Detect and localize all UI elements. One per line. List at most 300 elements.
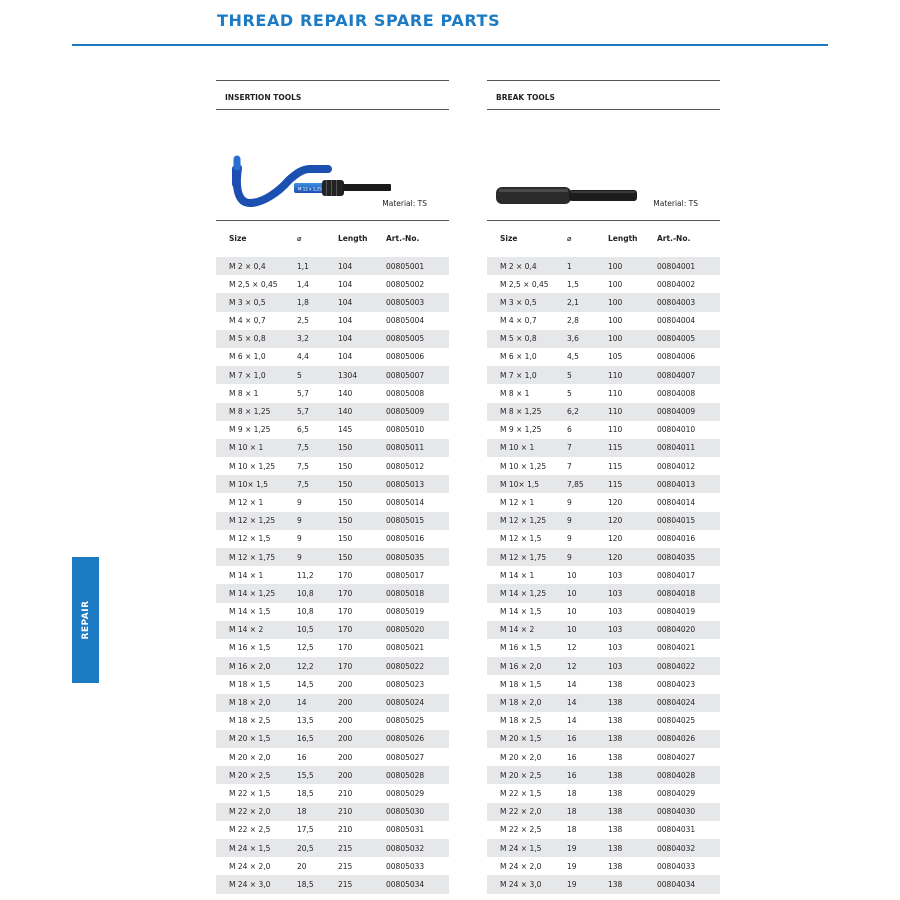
cell-diameter: 10,8: [297, 607, 314, 617]
cell-art-no: 00805035: [386, 552, 425, 562]
material-label: Material: TS: [653, 199, 698, 208]
cell-size: M 18 × 1,5: [229, 679, 271, 689]
tool-marking: M 12 x 1,25: [298, 186, 322, 192]
cell-art-no: 00804030: [657, 807, 696, 817]
cell-art-no: 00804032: [657, 843, 696, 853]
cell-diameter: 3,6: [567, 334, 579, 344]
cell-art-no: 00805007: [386, 370, 425, 380]
cell-art-no: 00804034: [657, 879, 696, 889]
cell-length: 210: [338, 788, 353, 798]
cell-diameter: 19: [567, 879, 577, 889]
cell-size: M 12 × 1: [500, 497, 535, 507]
cell-diameter: 14: [567, 698, 577, 707]
table-row: [487, 530, 720, 548]
cell-size: M 12 × 1,5: [229, 534, 271, 544]
table-row: [216, 730, 449, 748]
cell-length: 103: [608, 607, 623, 617]
cell-size: M 4 × 0,7: [229, 316, 266, 326]
cell-size: M 10 × 1,25: [229, 461, 276, 471]
cell-art-no: 00805008: [386, 388, 425, 398]
cell-size: M 2,5 × 0,45: [229, 279, 278, 289]
table-row: [487, 857, 720, 875]
cell-diameter: 20: [297, 861, 307, 871]
table-row: [216, 293, 449, 311]
cell-diameter: 18: [567, 788, 577, 798]
cell-length: 105: [608, 352, 623, 362]
cell-art-no: 00804002: [657, 279, 696, 289]
cell-size: M 18 × 2,5: [229, 716, 271, 726]
cell-diameter: 9: [297, 497, 302, 507]
cell-art-no: 00804005: [657, 334, 696, 344]
cell-art-no: 00804012: [657, 461, 696, 471]
side-tab-repair: [72, 557, 99, 683]
header-length: Length: [338, 234, 368, 243]
cell-art-no: 00804009: [657, 407, 696, 416]
cell-length: 100: [608, 316, 623, 326]
cell-size: M 16 × 2,0: [229, 661, 271, 671]
break-table: [487, 257, 720, 894]
cell-art-no: 00805009: [386, 407, 425, 416]
cell-length: 200: [338, 698, 353, 707]
cell-diameter: 18: [567, 807, 577, 817]
cell-size: M 10 × 1: [229, 443, 264, 453]
table-row: [487, 548, 720, 566]
cell-diameter: 5,7: [297, 407, 309, 416]
cell-length: 200: [338, 752, 353, 762]
cell-diameter: 9: [567, 552, 572, 562]
cell-size: M 14 × 1: [229, 570, 264, 580]
cell-diameter: 5,7: [297, 388, 309, 398]
cell-diameter: 9: [297, 552, 302, 562]
cell-length: 138: [608, 879, 623, 889]
table-row: [487, 403, 720, 421]
cell-art-no: 00805032: [386, 843, 425, 853]
table-row: [216, 493, 449, 511]
cell-size: M 10× 1,5: [500, 479, 539, 489]
cell-length: 170: [338, 625, 353, 635]
cell-length: 103: [608, 588, 623, 598]
cell-diameter: 1: [567, 261, 572, 271]
cell-size: M 14 × 2: [500, 625, 535, 635]
cell-length: 103: [608, 625, 623, 635]
insertion-tools-section: [216, 80, 449, 894]
cell-art-no: 00804013: [657, 479, 696, 489]
cell-size: M 2 × 0,4: [500, 261, 537, 271]
cell-art-no: 00804020: [657, 625, 696, 635]
cell-art-no: 00805018: [386, 588, 425, 598]
table-row: [216, 475, 449, 493]
cell-diameter: 9: [297, 516, 302, 526]
cell-size: M 12 × 1,75: [229, 552, 276, 562]
cell-diameter: 3,2: [297, 334, 309, 344]
cell-size: M 24 × 2,0: [229, 861, 271, 871]
cell-size: M 20 × 2,5: [500, 770, 542, 780]
cell-size: M 12 × 1: [229, 497, 264, 507]
cell-diameter: 18,5: [297, 879, 314, 889]
cell-diameter: 12,2: [297, 661, 314, 671]
cell-size: M 24 × 1,5: [229, 843, 271, 853]
cell-art-no: 00804028: [657, 770, 696, 780]
cell-length: 210: [338, 825, 353, 835]
table-row: [487, 457, 720, 475]
cell-length: 138: [608, 752, 623, 762]
cell-length: 150: [338, 497, 353, 507]
cell-length: 115: [608, 443, 623, 453]
cell-size: M 18 × 2,0: [500, 698, 542, 707]
table-row: [216, 821, 449, 839]
cell-art-no: 00804015: [657, 516, 696, 526]
table-row: [216, 403, 449, 421]
table-row: [216, 766, 449, 784]
table-row: [487, 839, 720, 857]
table-row: [487, 748, 720, 766]
cell-diameter: 6,2: [567, 407, 579, 416]
cell-size: M 6 × 1,0: [229, 352, 266, 362]
cell-art-no: 00804033: [657, 861, 696, 871]
cell-diameter: 19: [567, 843, 577, 853]
cell-size: M 20 × 1,5: [229, 734, 271, 744]
table-row: [487, 675, 720, 693]
cell-art-no: 00805034: [386, 879, 425, 889]
cell-diameter: 10: [567, 607, 577, 617]
cell-size: M 24 × 1,5: [500, 843, 542, 853]
table-row: [487, 566, 720, 584]
cell-art-no: 00804017: [657, 570, 696, 580]
break-tools-section: [487, 80, 720, 894]
header-length: Length: [608, 234, 638, 243]
cell-art-no: 00805014: [386, 497, 425, 507]
cell-art-no: 00804010: [657, 425, 696, 435]
cell-length: 1304: [338, 370, 358, 380]
table-row: [487, 712, 720, 730]
cell-diameter: 6: [567, 425, 572, 435]
cell-length: 115: [608, 461, 623, 471]
cell-size: M 8 × 1,25: [500, 407, 542, 416]
cell-diameter: 6,5: [297, 425, 309, 435]
section-title: BREAK TOOLS: [496, 93, 555, 102]
table-row: [216, 784, 449, 802]
cell-art-no: 00804024: [657, 698, 696, 707]
cell-diameter: 17,5: [297, 825, 314, 835]
section-header: [487, 80, 720, 110]
cell-length: 138: [608, 698, 623, 707]
cell-length: 140: [338, 407, 353, 416]
cell-length: 150: [338, 552, 353, 562]
table-row: [487, 694, 720, 712]
table-row: [216, 875, 449, 893]
table-row: [487, 348, 720, 366]
table-header: [216, 221, 449, 257]
cell-size: M 22 × 2,5: [500, 825, 542, 835]
table-row: [487, 275, 720, 293]
cell-diameter: 7,5: [297, 479, 309, 489]
section-header: [216, 80, 449, 110]
table-row: [487, 784, 720, 802]
cell-length: 150: [338, 461, 353, 471]
cell-size: M 18 × 2,0: [229, 698, 271, 707]
cell-diameter: 10,5: [297, 625, 314, 635]
cell-length: 120: [608, 534, 623, 544]
cell-diameter: 2,8: [567, 316, 579, 326]
cell-art-no: 00804001: [657, 261, 696, 271]
cell-length: 215: [338, 843, 353, 853]
cell-length: 104: [338, 261, 353, 271]
cell-length: 104: [338, 334, 353, 344]
cell-art-no: 00805016: [386, 534, 425, 544]
cell-size: M 12 × 1,5: [500, 534, 542, 544]
cell-diameter: 16: [297, 752, 307, 762]
cell-size: M 18 × 2,5: [500, 716, 542, 726]
cell-diameter: 9: [567, 534, 572, 544]
table-row: [216, 621, 449, 639]
cell-art-no: 00805029: [386, 788, 425, 798]
cell-length: 200: [338, 734, 353, 744]
cell-length: 104: [338, 316, 353, 326]
cell-length: 138: [608, 734, 623, 744]
cell-art-no: 00804025: [657, 716, 696, 726]
table-row: [487, 493, 720, 511]
cell-art-no: 00804035: [657, 552, 696, 562]
cell-art-no: 00805021: [386, 643, 425, 653]
table-row: [487, 766, 720, 784]
cell-length: 140: [338, 388, 353, 398]
cell-diameter: 18,5: [297, 788, 314, 798]
table-row: [216, 857, 449, 875]
cell-size: M 9 × 1,25: [500, 425, 542, 435]
cell-art-no: 00805011: [386, 443, 425, 453]
cell-diameter: 9: [297, 534, 302, 544]
table-row: [487, 621, 720, 639]
cell-size: M 6 × 1,0: [500, 352, 537, 362]
cell-size: M 14 × 2: [229, 625, 264, 635]
cell-length: 138: [608, 807, 623, 817]
table-row: [216, 512, 449, 530]
cell-size: M 12 × 1,25: [500, 516, 547, 526]
cell-art-no: 00804007: [657, 370, 696, 380]
table-row: [487, 384, 720, 402]
table-row: [216, 530, 449, 548]
cell-diameter: 11,2: [297, 570, 314, 580]
cell-art-no: 00804019: [657, 607, 696, 617]
table-row: [487, 730, 720, 748]
table-row: [487, 366, 720, 384]
table-row: [487, 657, 720, 675]
cell-length: 138: [608, 716, 623, 726]
cell-size: M 20 × 1,5: [500, 734, 542, 744]
cell-art-no: 00804006: [657, 352, 696, 362]
cell-diameter: 1,8: [297, 297, 309, 307]
cell-diameter: 9: [567, 497, 572, 507]
cell-art-no: 00804023: [657, 679, 696, 689]
cell-art-no: 00804008: [657, 388, 696, 398]
cell-size: M 16 × 2,0: [500, 661, 542, 671]
cell-art-no: 00805031: [386, 825, 425, 835]
cell-diameter: 16: [567, 752, 577, 762]
cell-size: M 14 × 1: [500, 570, 535, 580]
table-row: [216, 603, 449, 621]
cell-length: 120: [608, 516, 623, 526]
cell-diameter: 12: [567, 643, 577, 653]
header-art-no: Art.-No.: [386, 234, 420, 243]
cell-art-no: 00805027: [386, 752, 425, 762]
header-diameter: ⌀: [297, 234, 302, 243]
cell-art-no: 00805013: [386, 479, 425, 489]
cell-length: 100: [608, 334, 623, 344]
table-row: [487, 875, 720, 893]
cell-length: 150: [338, 534, 353, 544]
cell-art-no: 00805023: [386, 679, 425, 689]
cell-diameter: 5: [567, 370, 572, 380]
table-row: [216, 584, 449, 602]
break-tool-image: [487, 110, 720, 221]
cell-length: 138: [608, 825, 623, 835]
cell-art-no: 00805015: [386, 516, 425, 526]
insertion-table: [216, 257, 449, 894]
cell-length: 170: [338, 570, 353, 580]
cell-size: M 12 × 1,25: [229, 516, 276, 526]
table-row: [216, 275, 449, 293]
cell-size: M 10 × 1,25: [500, 461, 547, 471]
table-row: [487, 512, 720, 530]
cell-art-no: 00805004: [386, 316, 425, 326]
cell-art-no: 00805022: [386, 661, 425, 671]
cell-diameter: 16,5: [297, 734, 314, 744]
cell-length: 150: [338, 443, 353, 453]
cell-diameter: 2,5: [297, 316, 309, 326]
cell-art-no: 00805030: [386, 807, 425, 817]
table-row: [216, 330, 449, 348]
table-row: [216, 548, 449, 566]
table-row: [216, 457, 449, 475]
cell-diameter: 7: [567, 461, 572, 471]
cell-diameter: 10,8: [297, 588, 314, 598]
cell-length: 100: [608, 279, 623, 289]
table-row: [216, 657, 449, 675]
cell-length: 170: [338, 588, 353, 598]
cell-size: M 22 × 2,0: [500, 807, 542, 817]
cell-diameter: 7: [567, 443, 572, 453]
cell-art-no: 00804014: [657, 497, 696, 507]
cell-diameter: 18: [297, 807, 307, 817]
header-size: Size: [229, 234, 247, 243]
cell-art-no: 00805010: [386, 425, 425, 435]
table-row: [487, 293, 720, 311]
table-row: [216, 675, 449, 693]
section-title: INSERTION TOOLS: [225, 93, 302, 102]
cell-size: M 2 × 0,4: [229, 261, 266, 271]
cell-size: M 8 × 1,25: [229, 407, 271, 416]
cell-length: 200: [338, 770, 353, 780]
cell-diameter: 4,4: [297, 352, 309, 362]
cell-diameter: 19: [567, 861, 577, 871]
cell-size: M 12 × 1,75: [500, 552, 547, 562]
cell-length: 103: [608, 661, 623, 671]
table-row: [487, 439, 720, 457]
cell-size: M 14 × 1,5: [500, 607, 542, 617]
cell-size: M 9 × 1,25: [229, 425, 271, 435]
table-row: [487, 475, 720, 493]
cell-diameter: 7,5: [297, 461, 309, 471]
table-row: [487, 421, 720, 439]
cell-length: 104: [338, 352, 353, 362]
cell-size: M 18 × 1,5: [500, 679, 542, 689]
cell-art-no: 00805005: [386, 334, 425, 344]
cell-diameter: 18: [567, 825, 577, 835]
cell-art-no: 00805026: [386, 734, 425, 744]
cell-size: M 8 × 1: [229, 388, 259, 398]
cell-art-no: 00805033: [386, 861, 425, 871]
cell-length: 200: [338, 716, 353, 726]
cell-length: 138: [608, 679, 623, 689]
cell-size: M 14 × 1,25: [500, 588, 547, 598]
cell-art-no: 00805025: [386, 716, 425, 726]
table-row: [216, 639, 449, 657]
table-row: [216, 384, 449, 402]
side-tab-label: REPAIR: [80, 600, 91, 640]
cell-length: 138: [608, 770, 623, 780]
cell-size: M 3 × 0,5: [229, 297, 266, 307]
cell-size: M 8 × 1: [500, 388, 530, 398]
cell-art-no: 00805012: [386, 461, 425, 471]
cell-diameter: 16: [567, 770, 577, 780]
header-size: Size: [500, 234, 518, 243]
cell-art-no: 00805019: [386, 607, 425, 617]
cell-art-no: 00805001: [386, 261, 425, 271]
header-art-no: Art.-No.: [657, 234, 691, 243]
cell-art-no: 00804022: [657, 661, 696, 671]
table-row: [216, 748, 449, 766]
cell-diameter: 1,1: [297, 261, 309, 271]
table-row: [216, 257, 449, 275]
table-row: [487, 803, 720, 821]
table-row: [216, 694, 449, 712]
table-row: [487, 603, 720, 621]
cell-length: 104: [338, 297, 353, 307]
cell-size: M 16 × 1,5: [500, 643, 542, 653]
cell-size: M 24 × 3,0: [500, 879, 542, 889]
cell-diameter: 15,5: [297, 770, 314, 780]
cell-length: 170: [338, 607, 353, 617]
cell-art-no: 00804004: [657, 316, 696, 326]
cell-length: 110: [608, 425, 623, 435]
insertion-tool-image: [216, 110, 449, 221]
cell-diameter: 14: [567, 679, 577, 689]
cell-diameter: 16: [567, 734, 577, 744]
cell-diameter: 20,5: [297, 843, 314, 853]
title-rule: [72, 44, 828, 46]
cell-art-no: 00804018: [657, 588, 696, 598]
table-row: [487, 821, 720, 839]
table-row: [487, 257, 720, 275]
table-row: [216, 312, 449, 330]
cell-size: M 24 × 2,0: [500, 861, 542, 871]
cell-diameter: 14,5: [297, 679, 314, 689]
cell-diameter: 14: [567, 716, 577, 726]
cell-diameter: 10: [567, 570, 577, 580]
cell-size: M 4 × 0,7: [500, 316, 537, 326]
cell-size: M 16 × 1,5: [229, 643, 271, 653]
cell-art-no: 00805028: [386, 770, 425, 780]
cell-length: 100: [608, 261, 623, 271]
cell-diameter: 1,5: [567, 279, 579, 289]
cell-diameter: 7,85: [567, 479, 584, 489]
table-row: [216, 712, 449, 730]
cell-art-no: 00804031: [657, 825, 696, 835]
cell-length: 215: [338, 879, 353, 889]
cell-art-no: 00805006: [386, 352, 425, 362]
cell-size: M 22 × 2,0: [229, 807, 271, 817]
cell-diameter: 1,4: [297, 279, 309, 289]
